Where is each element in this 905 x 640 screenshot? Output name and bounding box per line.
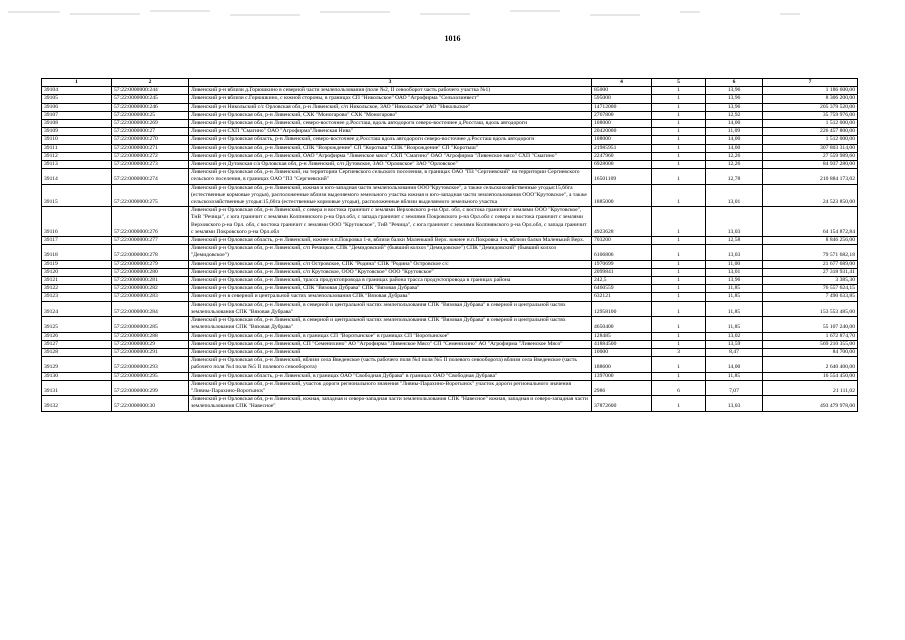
- cadastral-number: 57:22:0000000:270: [112, 136, 189, 144]
- area-value: 1397000: [592, 372, 652, 380]
- cadastral-number: 57:22:0000000:288: [112, 332, 189, 340]
- area-value: 242,5: [592, 277, 652, 285]
- location-description: Ливенский р-н Орловская обл, р-н Ливенский, северо-восточнее д.Россташ, вдоль автодороги северо-восточнее д.Россташ, вдоль автодороги: [189, 120, 592, 128]
- rate-value: 13,96: [706, 103, 763, 111]
- column-header: 5: [652, 79, 706, 87]
- rate-value: 14,00: [706, 136, 763, 144]
- cadastral-number: 57:22:0000000:25: [112, 111, 189, 119]
- cadastral-value: 24 523 850,00: [763, 184, 858, 207]
- cadastral-value: 79 571 682,18: [763, 245, 858, 260]
- row-number: 39119: [42, 260, 112, 268]
- location-description: Ливенский р-н Орловская обл, р-н Ливенский, вблизи села Введенское (часть рабочего поля №4 поля №5 II полевого севооборота) вблизи села Введенское (часть рабочего поля №4 поля №5 II полевого севооборота): [189, 357, 592, 372]
- rate-value: 12,26: [706, 161, 763, 169]
- location-description: Ливенский р-н Орловская область, р-н Ливенский, южнее н.п.Покровка 1-я, вблизи балки Маленький Верх. южнее н.п.Покровка 1-я, вблизи балки Маленький Верх.: [189, 237, 592, 245]
- row-number: 39126: [42, 332, 112, 340]
- area-value: 188600: [592, 357, 652, 372]
- rate-value: 11,85: [706, 293, 763, 301]
- row-number: 39110: [42, 136, 112, 144]
- coefficient: 1: [652, 144, 706, 152]
- rate-value: 12,58: [706, 237, 763, 245]
- cadastral-number: 57:22:0000000:246: [112, 103, 189, 111]
- area-value: 85000: [592, 87, 652, 95]
- cadastral-number: 57:22:0000000:295: [112, 372, 189, 380]
- table-row: [42, 332, 858, 340]
- location-description: Ливенский р-н Орловская обл, р-н Ливенский, в северной и центральной частях землепользования СПК "Вязовая Дубрава" в северной и центральной частях землепользования СПК "Вязовая Дубрава": [189, 317, 592, 332]
- location-description: Ливенский р-н Орловская обл, р-н Ливенский, южная и юго-западная части землепользования ООО"Крутовское", а также сельскохозяйственные угодья:15,66га (естественные кормовые угодья), расположенные вблизи выделяемого земельного участка южная и юго-западная части землепользования ООО"Крутовское", а также сельскохозяйственные угодья:15,66га (естественные кормовые угодья), расположенные вблизи выделяемого земельного участка: [189, 184, 592, 207]
- coefficient: 1: [652, 152, 706, 160]
- cadastral-value: 16 554 450,00: [763, 372, 858, 380]
- location-description: Ливенский р-н вблизи с.Горюшкино, с южной стороны, в границах СП "Никольское" ОАО "Агрофирма "Сельхозинвест": [189, 95, 592, 103]
- location-description: Ливенский р-н Орловская обл, р-н Ливенский, южная, западная и северо-западная части землепользования СПК "Навесное" южная, западная и северо-западная части землепользования СПК "Навесное": [189, 396, 592, 411]
- cadastral-table: [41, 78, 858, 412]
- coefficient: 1: [652, 237, 706, 245]
- cadastral-number: 57:22:0000000:282: [112, 285, 189, 293]
- table-row: [42, 245, 858, 260]
- row-number: 39112: [42, 152, 112, 160]
- rate-value: 13,03: [706, 207, 763, 237]
- page-number: 1016: [444, 34, 461, 43]
- area-value: 10000: [592, 348, 652, 356]
- rate-value: 14,00: [706, 144, 763, 152]
- location-description: Ливенский р-н Орловская обл, р-н Ливенский: [189, 348, 592, 356]
- cadastral-number: 57:22:0000000:277: [112, 237, 189, 245]
- location-description: Ливенский р-н Никольский с/с Орловская обл, р-н Ливенский, с/п Никольское, ЗАО "Никольское" ЗАО "Никольское": [189, 103, 592, 111]
- coefficient: 1: [652, 317, 706, 332]
- area-value: 37872600: [592, 396, 652, 411]
- row-number: 39116: [42, 207, 112, 237]
- cadastral-number: 57:22:0000000:274: [112, 169, 189, 184]
- cadastral-value: 210 884 173,02: [763, 169, 858, 184]
- cadastral-value: 64 154 872,84: [763, 207, 858, 237]
- table-row: [42, 380, 858, 395]
- table-row: [42, 293, 858, 301]
- cadastral-number: 57:22:0000000:269: [112, 120, 189, 128]
- cadastral-value: 84 937 280,00: [763, 161, 858, 169]
- area-value: 128485: [592, 332, 652, 340]
- coefficient: 1: [652, 285, 706, 293]
- table-header-row: [42, 79, 858, 87]
- cadastral-number: 57:22:0000000:244: [112, 87, 189, 95]
- row-number: 39123: [42, 293, 112, 301]
- cadastral-value: 21 111,02: [763, 380, 858, 395]
- rate-value: 13,01: [706, 184, 763, 207]
- cadastral-value: 226 457 800,00: [763, 128, 858, 136]
- cadastral-value: 1 512 000,00: [763, 120, 858, 128]
- coefficient: 1: [652, 128, 706, 136]
- coefficient: 6: [652, 380, 706, 395]
- table-row: [42, 285, 858, 293]
- cadastral-value: 7 490 633,85: [763, 293, 858, 301]
- rate-value: 13,03: [706, 245, 763, 260]
- row-number: 39129: [42, 357, 112, 372]
- rate-value: 7,07: [706, 380, 763, 395]
- row-number: 39117: [42, 237, 112, 245]
- location-description: Ливенский р-н Орловская обл, р-н Ливенский, СПК "Возрождение" СП "Коротыш" СПК "Возрождение" СП "Коротыш": [189, 144, 592, 152]
- rate-value: 13,59: [706, 340, 763, 348]
- location-description: Ливенский р-н Орловская обл, р-н Ливенский, трасса продуктопровода в границах района трасса продуктопровода в границах района: [189, 277, 592, 285]
- row-number: 39118: [42, 245, 112, 260]
- cadastral-number: 57:22:0000000:280: [112, 268, 189, 276]
- row-number: 39131: [42, 380, 112, 395]
- table-row: [42, 348, 858, 356]
- area-value: 632121: [592, 293, 652, 301]
- row-number: 39124: [42, 301, 112, 316]
- location-description: Ливенский р-н Орловская обл, р-н Ливенский, на территории Сергиевского сельского поселения, в границах ОАО "ПЗ "Сергиевский" на территории Сергиевского сельского поселения, в границах ОАО "ПЗ "Сергиевский": [189, 169, 592, 184]
- cadastral-value: 55 107 240,00: [763, 317, 858, 332]
- area-value: 1885000: [592, 184, 652, 207]
- cadastral-value: 35 759 976,00: [763, 111, 858, 119]
- cadastral-value: 205 379 520,00: [763, 103, 858, 111]
- cadastral-number: 57:22:0000000:285: [112, 317, 189, 332]
- table-row: [42, 169, 858, 184]
- row-number: 39127: [42, 340, 112, 348]
- coefficient: 1: [652, 396, 706, 411]
- rate-value: 11,09: [706, 128, 763, 136]
- area-value: 12958100: [592, 301, 652, 316]
- table-row: [42, 317, 858, 332]
- rate-value: 8,47: [706, 348, 763, 356]
- area-value: 595000: [592, 95, 652, 103]
- cadastral-number: 57:22:0000000:30: [112, 396, 189, 411]
- location-description: Ливенский р-н СХП "Смагино" ОАО "Агрофирма"Ливенская Нива": [189, 128, 592, 136]
- coefficient: 1: [652, 372, 706, 380]
- column-header: 3: [189, 79, 592, 87]
- column-header: 2: [112, 79, 189, 87]
- row-number: 39105: [42, 95, 112, 103]
- row-number: 39130: [42, 372, 112, 380]
- location-description: Ливенский р-н Орловская область, р-н Ливенский, в границах ОАО "Свободная Дубрава" в границах ОАО "Свободная Дубрава": [189, 372, 592, 380]
- cadastral-number: 57:22:0000000:276: [112, 207, 189, 237]
- location-description: Ливенский р-н Орловская обл, р-н Ливенский, СПК "Вязовая Дубрава" СПК "Вязовая Дубрава": [189, 285, 592, 293]
- cadastral-number: 57:22:0000000:245: [112, 95, 189, 103]
- coefficient: 1: [652, 161, 706, 169]
- rate-value: 11,85: [706, 317, 763, 332]
- coefficient: 1: [652, 87, 706, 95]
- area-value: 20420000: [592, 128, 652, 136]
- area-value: 108000: [592, 136, 652, 144]
- cadastral-value: 27 559 989,60: [763, 152, 858, 160]
- rate-value: 14,00: [706, 357, 763, 372]
- table-row: [42, 152, 858, 160]
- coefficient: 1: [652, 357, 706, 372]
- coefficient: 1: [652, 268, 706, 276]
- area-value: 1970699: [592, 260, 652, 268]
- row-number: 39125: [42, 317, 112, 332]
- coefficient: 1: [652, 103, 706, 111]
- rate-value: 12,26: [706, 152, 763, 160]
- area-value: 2247960: [592, 152, 652, 160]
- row-number: 39120: [42, 268, 112, 276]
- coefficient: 1: [652, 301, 706, 316]
- location-description: Ливенский р-н Орловская область, р-н Ливенский, северо-восточнее д.Россташ вдоль автодороги северо-восточнее д.Россташ вдоль автодороги: [189, 136, 592, 144]
- area-value: 6928000: [592, 161, 652, 169]
- row-number: 39104: [42, 87, 112, 95]
- location-description: Ливенский р-н Орловская обл, р-н Ливенский, с севера и востока граничит с землями Верховского р-на Орл. обл, с востока граничит с землями ООО "Крутовское", ТнВ "Речица", с юга граничит с землями Колпнянского р-на Орл.обл, с запада граничит с землями Покровского р-на Орл.обл с севера и востока граничит с землями Верховского р-на Орл. обл, с востока граничит с землями ООО "Крутовское", ТнВ "Речица", с юга граничит с землями Колпнянского р-на Орл.обл, с запада граничит с землями Покровского р-на Орл.обл: [189, 207, 592, 237]
- coefficient: 1: [652, 120, 706, 128]
- location-description: Ливенский р-н Дутовская с/а Орловская обл, р-н Ливенский, с/п Дутовское, ЗАО "Орловское" ЗАО "Орловское": [189, 161, 592, 169]
- table-row: [42, 301, 858, 316]
- table-row: [42, 111, 858, 119]
- rate-value: 14,00: [706, 120, 763, 128]
- table-row: [42, 95, 858, 103]
- location-description: Ливенский р-н Орловская обл, р-н Ливенский, в северной и центральной частях землепользования СПК "Вязовая Дубрава" в северной и центральной частях землепользования СПК "Вязовая Дубрава": [189, 301, 592, 316]
- column-header: 7: [763, 79, 858, 87]
- cadastral-value: 21 677 689,00: [763, 260, 858, 268]
- cadastral-number: 57:22:0000000:273: [112, 161, 189, 169]
- cadastral-number: 57:22:0000000:299: [112, 380, 189, 395]
- table-row: [42, 207, 858, 237]
- column-header: 4: [592, 79, 652, 87]
- location-description: Ливенский р-н в северной и центральной частях землепользования СПК "Вязовая Дубрава": [189, 293, 592, 301]
- coefficient: 1: [652, 260, 706, 268]
- rate-value: 12,78: [706, 169, 763, 184]
- cadastral-value: 569 210 355,00: [763, 340, 858, 348]
- rate-value: 11,85: [706, 285, 763, 293]
- table-row: [42, 357, 858, 372]
- scan-noise-strip: [0, 6, 905, 20]
- cadastral-number: 57:22:0000000:27: [112, 128, 189, 136]
- row-number: 39113: [42, 161, 112, 169]
- rate-value: 13,02: [706, 332, 763, 340]
- rate-value: 13,03: [706, 396, 763, 411]
- cadastral-value: 1 186 600,00: [763, 87, 858, 95]
- location-description: Ливенский р-н Орловская обл, р-н Ливенский, в границах СП "Воротынское" в границах СП "Воротынское": [189, 332, 592, 340]
- cadastral-value: 27 318 931,41: [763, 268, 858, 276]
- rate-value: 13,96: [706, 87, 763, 95]
- cadastral-number: 57:22:0000000:284: [112, 301, 189, 316]
- location-description: Ливенский р-н Орловская обл, р-н Ливенский, с/п Речицкое, СПК "Демидовский" (бывший колхоз "Демидовское") СПК "Демидовский" (бывший колхоз "Демидовское"): [189, 245, 592, 260]
- cadastral-value: 153 553 485,00: [763, 301, 858, 316]
- table-row: [42, 396, 858, 411]
- area-value: 703200: [592, 237, 652, 245]
- area-value: 16501109: [592, 169, 652, 184]
- area-value: 108000: [592, 120, 652, 128]
- table-row: [42, 237, 858, 245]
- area-value: 2767800: [592, 111, 652, 119]
- row-number: 39122: [42, 285, 112, 293]
- cadastral-number: 57:22:0000000:29: [112, 340, 189, 348]
- coefficient: 1: [652, 332, 706, 340]
- row-number: 39128: [42, 348, 112, 356]
- table-row: [42, 184, 858, 207]
- table-row: [42, 103, 858, 111]
- table-row: [42, 144, 858, 152]
- cadastral-value: 307 803 314,00: [763, 144, 858, 152]
- area-value: 4650400: [592, 317, 652, 332]
- rate-value: 12,92: [706, 111, 763, 119]
- area-value: 6106806: [592, 245, 652, 260]
- cadastral-number: 57:22:0000000:279: [112, 260, 189, 268]
- rate-value: 11,00: [706, 260, 763, 268]
- cadastral-number: 57:22:0000000:293: [112, 357, 189, 372]
- table-row: [42, 277, 858, 285]
- cadastral-number: 57:22:0000000:291: [112, 348, 189, 356]
- coefficient: 3: [652, 348, 706, 356]
- table-row: [42, 161, 858, 169]
- cadastral-number: 57:22:0000000:278: [112, 245, 189, 260]
- coefficient: 1: [652, 340, 706, 348]
- area-value: 2986: [592, 380, 652, 395]
- rate-value: 13,01: [706, 268, 763, 276]
- location-description: Ливенский р-н вблизи д.Горюшкино в северной части землепользования (поле №2, II севооборот часть рабочего участка №1): [189, 87, 592, 95]
- column-header: 1: [42, 79, 112, 87]
- cadastral-value: 76 557 624,15: [763, 285, 858, 293]
- cadastral-number: 57:22:0000000:283: [112, 293, 189, 301]
- coefficient: 1: [652, 184, 706, 207]
- table-row: [42, 268, 858, 276]
- column-header: 6: [706, 79, 763, 87]
- location-description: Ливенский р-н Орловская обл, р-н Ливенский, с/п Крутовское, ООО "Крутовское" ООО "Крутовское": [189, 268, 592, 276]
- cadastral-value: 84 700,00: [763, 348, 858, 356]
- coefficient: 1: [652, 207, 706, 237]
- row-number: 39109: [42, 128, 112, 136]
- cadastral-value: 1 512 000,00: [763, 136, 858, 144]
- rate-value: 13,96: [706, 95, 763, 103]
- cadastral-number: 57:22:0000000:281: [112, 277, 189, 285]
- row-number: 39108: [42, 120, 112, 128]
- area-value: 6460559: [592, 285, 652, 293]
- table-row: [42, 120, 858, 128]
- coefficient: 1: [652, 136, 706, 144]
- row-number: 39132: [42, 396, 112, 411]
- row-number: 39121: [42, 277, 112, 285]
- table-row: [42, 136, 858, 144]
- cadastral-value: 2 640 400,00: [763, 357, 858, 372]
- coefficient: 1: [652, 277, 706, 285]
- area-value: 21985951: [592, 144, 652, 152]
- location-description: Ливенский р-н Орловская обл, р-н Ливенский, ОАО "Агрофирма "Ливенское мясо" СХП "Смагино" ОАО "Агрофирма "Ливенское мясо" СХП "Смагино": [189, 152, 592, 160]
- cadastral-number: 57:22:0000000:275: [112, 184, 189, 207]
- coefficient: 1: [652, 95, 706, 103]
- area-value: 2099841: [592, 268, 652, 276]
- cadastral-value: 1 672 874,70: [763, 332, 858, 340]
- row-number: 39115: [42, 184, 112, 207]
- cadastral-number: 57:22:0000000:271: [112, 144, 189, 152]
- table-row: [42, 128, 858, 136]
- location-description: Ливенский р-н Орловская обл, р-н Ливенский, СП "Семенихино" АО "Агрофирма "Ливенское Мясо" СП "Семенихино" АО "Агрофирма "Ливенское Мясо": [189, 340, 592, 348]
- cadastral-value: 3 385,30: [763, 277, 858, 285]
- row-number: 39114: [42, 169, 112, 184]
- area-value: 41884500: [592, 340, 652, 348]
- table-row: [42, 340, 858, 348]
- table-row: [42, 260, 858, 268]
- cadastral-value: 8 306 200,00: [763, 95, 858, 103]
- location-description: Ливенский р-н Орловская обл, р-н Ливенский, СХК "Моногарово" СХК "Моногарово": [189, 111, 592, 119]
- row-number: 39106: [42, 103, 112, 111]
- coefficient: 1: [652, 293, 706, 301]
- rate-value: 11,85: [706, 372, 763, 380]
- area-value: 4923628: [592, 207, 652, 237]
- location-description: Ливенский р-н Орловская обл, р-н Ливенский, с/п Островское, СПК "Родина" СПК "Родина" Островское с/с: [189, 260, 592, 268]
- table-row: [42, 372, 858, 380]
- table-row: [42, 87, 858, 95]
- location-description: Ливенский р-н Орловская обл, р-н Ливенский, участок дороги регионального значения "Ливны-Парахино-Воротынск" участок дороги регионального значения "Ливны-Парахино-Воротынск": [189, 380, 592, 395]
- rate-value: 11,85: [706, 301, 763, 316]
- coefficient: 1: [652, 245, 706, 260]
- row-number: 39107: [42, 111, 112, 119]
- cadastral-number: 57:22:0000000:272: [112, 152, 189, 160]
- row-number: 39111: [42, 144, 112, 152]
- cadastral-value: 493 479 978,00: [763, 396, 858, 411]
- area-value: 14712000: [592, 103, 652, 111]
- cadastral-value: 8 846 256,00: [763, 237, 858, 245]
- coefficient: 1: [652, 169, 706, 184]
- coefficient: 1: [652, 111, 706, 119]
- rate-value: 13,96: [706, 277, 763, 285]
